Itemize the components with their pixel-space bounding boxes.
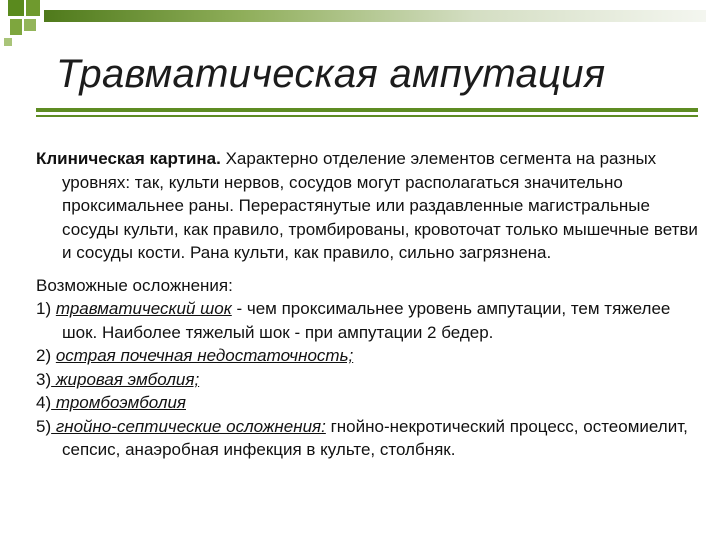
list-item <box>36 415 706 462</box>
list-item <box>36 391 706 415</box>
corner-decoration <box>0 0 60 52</box>
clinical-text: Характерно отделение элементов сегмента на разных уровнях: так, культи нервов, сосудов могут располагаться значительно проксимальнее раны. Перерастянутые или раздавленные магистральные сосуды культи, как правило, тромбированы, кровоточат только мышечные ветви и сосуды кости. Рана культи, как правило, сильно загрязнена. <box>62 149 698 262</box>
complications-list <box>36 274 706 462</box>
top-gradient-bar <box>44 10 706 22</box>
item-term: гнойно-септические осложнения: <box>51 416 326 436</box>
item-number: 3) <box>36 369 52 389</box>
title-underline-thick <box>36 108 698 112</box>
corner-square <box>10 19 22 35</box>
list-item <box>36 344 706 368</box>
item-term: острая почечная недостаточность; <box>55 346 354 365</box>
item-description: гнойно-некротический процесс, остеомиелит, сепсис, анаэробная инфекция в культе, столбняк. <box>62 416 688 459</box>
item-number: 4) <box>36 393 52 412</box>
corner-square <box>26 0 40 16</box>
corner-square <box>24 19 36 31</box>
corner-square <box>8 0 24 16</box>
item-term: тромбоэмболия <box>51 393 186 412</box>
list-item <box>36 297 706 344</box>
item-term: травматический шок <box>55 299 232 318</box>
clinical-label: Клиническая картина. <box>36 149 221 168</box>
clinical-paragraph <box>36 147 706 265</box>
complications-title: Возможные осложнения: <box>36 275 233 295</box>
slide-title: Травматическая ампутация <box>56 52 606 96</box>
item-number: 2) <box>36 346 56 365</box>
title-underline-thin <box>36 115 698 117</box>
list-item <box>36 368 706 392</box>
corner-square <box>4 38 12 46</box>
slide-body <box>36 147 706 462</box>
item-term: жировая эмболия; <box>51 369 200 389</box>
item-number: 5) <box>36 416 52 436</box>
item-description: - чем проксимальнее уровень ампутации, тем тяжелее шок. Наиболее тяжелый шок - при ампутации 2 бедер. <box>62 299 671 342</box>
item-number: 1) <box>36 299 56 318</box>
